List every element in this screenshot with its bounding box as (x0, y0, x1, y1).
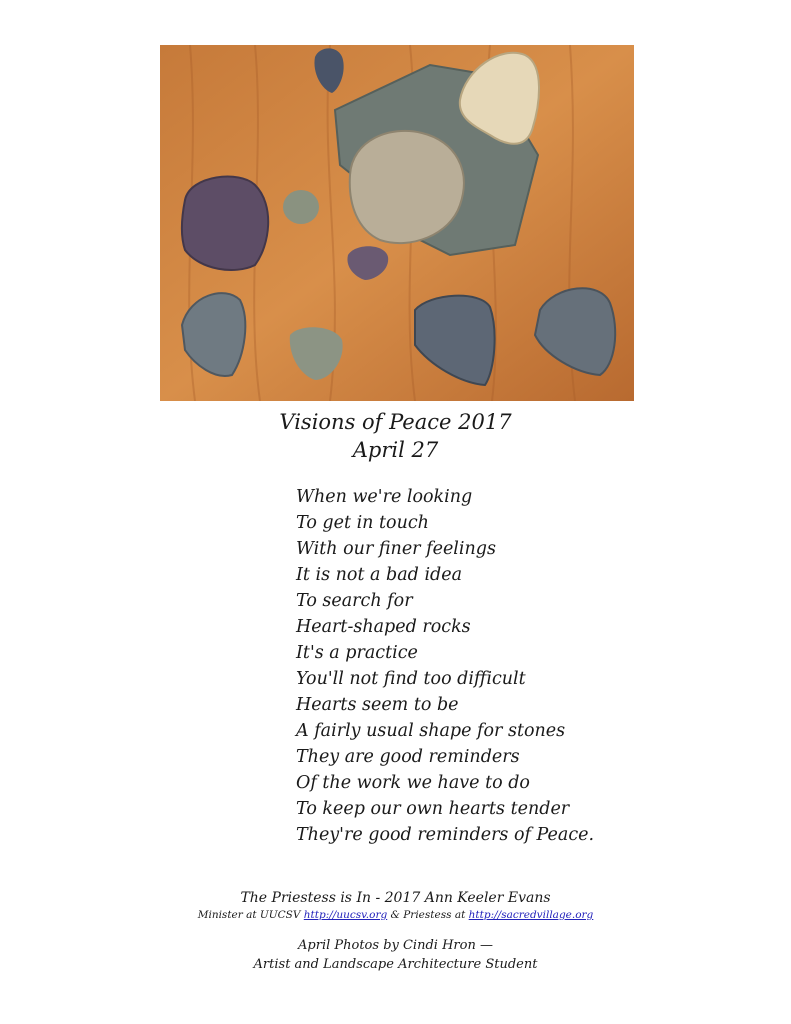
poem-line: To search for (296, 591, 413, 611)
poem-line: It's a practice (296, 643, 418, 663)
byline: The Priestess is In - 2017 Ann Keeler Evans (240, 890, 551, 906)
heart-shaped-rocks-photo (160, 45, 634, 401)
poem-line: Hearts seem to be (296, 695, 459, 715)
page-date: April 27 (352, 438, 439, 462)
minister-prefix: Minister at UUCSV (197, 909, 301, 921)
poem-line: It is not a bad idea (296, 565, 463, 585)
poem-line: A fairly usual shape for stones (296, 721, 566, 741)
photographer-role: Artist and Landscape Architecture Student (253, 957, 538, 972)
poem-line: They're good reminders of Peace. (296, 825, 595, 845)
poem-line: Heart-shaped rocks (296, 617, 471, 637)
photos-credit: April Photos by Cindi Hron — (298, 938, 493, 953)
poem-line: When we're looking (296, 487, 473, 507)
poem-line: To keep our own hearts tender (296, 799, 570, 819)
poem-line: They are good reminders (296, 747, 520, 767)
sacredvillage-link[interactable]: http://sacredvillage.org (468, 909, 594, 921)
poem (296, 484, 594, 848)
uucsv-link[interactable]: http://uucsv.org (303, 909, 388, 921)
poem-line: With our finer feelings (296, 539, 496, 559)
affiliations (0, 909, 791, 921)
poem-line: You'll not find too difficult (296, 669, 526, 689)
page-title: Visions of Peace 2017 (279, 410, 512, 434)
poem-line: Of the work we have to do (296, 773, 530, 793)
poem-line: To get in touch (296, 513, 429, 533)
priestess-prefix: & Priestess at (390, 909, 466, 921)
